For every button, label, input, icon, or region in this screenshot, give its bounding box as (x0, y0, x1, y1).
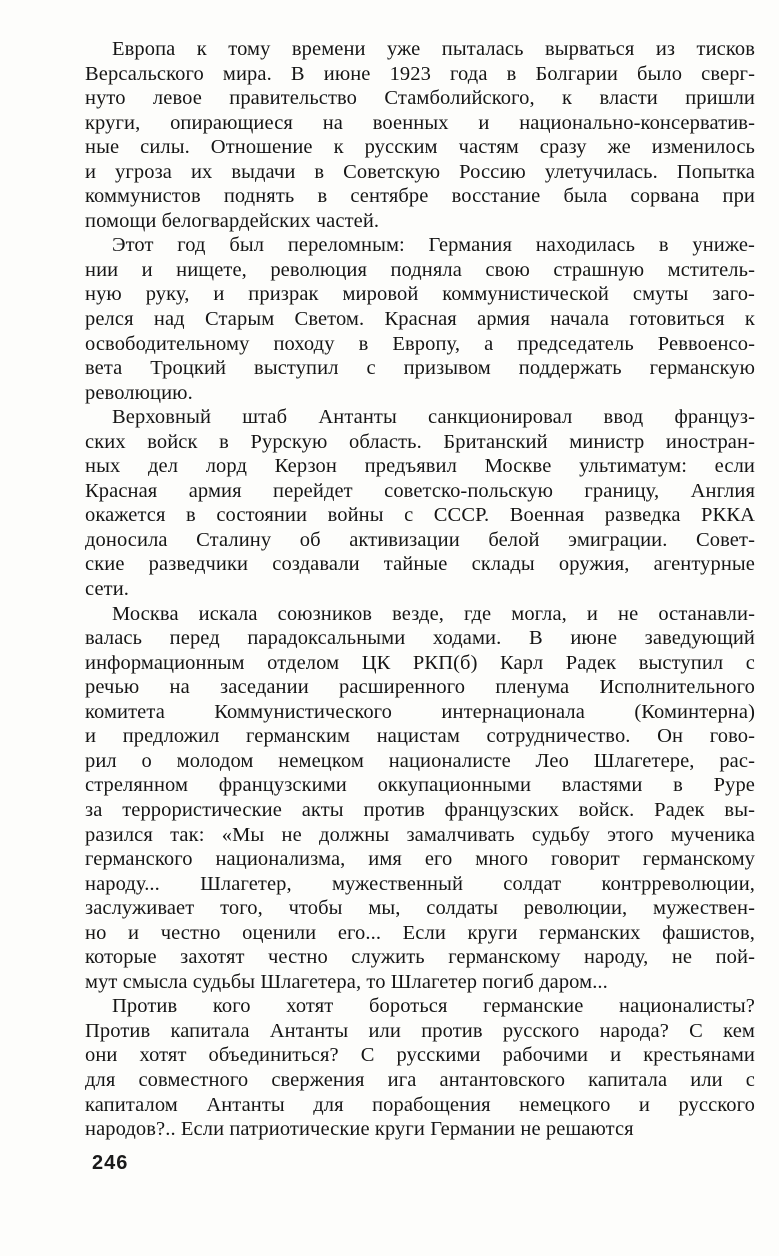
text-line: они хотят объединиться? С русскими рабочими и крестьянами (85, 1044, 755, 1067)
text-line: германского национализма, имя его много говорит германскому (85, 848, 755, 871)
text-line: ные силы. Отношение к русским частям сразу же изменилось (85, 136, 755, 159)
text-line: окажется в состоянии войны с СССР. Военная разведка РККА (85, 504, 755, 527)
paragraph (85, 994, 755, 1141)
text-line: ских войск в Рурскую область. Британский министр иностран- (85, 430, 755, 453)
text-line: народу... Шлагетер, мужественный солдат контрреволюции, (85, 872, 755, 895)
text-line: мут смысла судьбы Шлагетера, то Шлагетер погиб даром... (85, 970, 608, 993)
paragraph (85, 37, 755, 233)
text-line: Против капитала Антанты или против русского народа? С кем (85, 1019, 755, 1042)
text-line: Москва искала союзников везде, где могла, и не останавли- (112, 602, 755, 625)
page-number: 246 (92, 1152, 129, 1174)
text-line: Против кого хотят бороться германские националисты? (112, 995, 755, 1018)
text-line: Этот год был переломным: Германия находилась в униже- (112, 234, 755, 257)
text-line: разился так: «Мы не должны замалчивать судьбу этого мученика (85, 823, 755, 846)
text-line: и угроза их выдачи в Советскую Россию улетучилась. Попытка (85, 160, 755, 183)
text-line: ных дел лорд Керзон предъявил Москве ультиматум: если (85, 455, 755, 478)
text-line: речью на заседании расширенного пленума Исполнительного (85, 676, 755, 699)
text-line: капиталом Антанты для порабощения немецкого и русского (85, 1093, 755, 1116)
text-line: помощи белогвардейских частей. (85, 209, 380, 232)
paragraph (85, 602, 755, 995)
text-line: но и честно оценили его... Если круги германских фашистов, (85, 921, 755, 944)
text-block (85, 37, 755, 1142)
text-line: и предложил германским нацистам сотрудничество. Он гово- (85, 725, 755, 748)
text-line: круги, опирающиеся на военных и национально-консерватив- (85, 111, 755, 134)
text-line: коммунистов поднять в сентябре восстание была сорвана при (85, 185, 755, 208)
text-line: валась перед парадоксальными ходами. В июне заведующий (85, 627, 755, 650)
text-line: Красная армия перейдет советско-польскую границу, Англия (85, 479, 755, 502)
text-line: Версальского мира. В июне 1923 года в Болгарии было сверг- (85, 62, 755, 85)
text-line: за террористические акты против французских войск. Радек вы- (85, 798, 755, 821)
text-line: заслуживает того, чтобы мы, солдаты революции, мужествен- (85, 897, 755, 920)
text-line: сети. (85, 578, 130, 601)
text-line: для совместного свержения ига антантовского капитала или с (85, 1068, 755, 1091)
text-line: Верховный штаб Антанты санкционировал ввод француз- (112, 406, 755, 429)
text-line: ские разведчики создавали тайные склады оружия, агентурные (85, 553, 755, 576)
text-line: рил о молодом немецком националисте Лео Шлагетере, рас- (85, 749, 755, 772)
paragraph (85, 405, 755, 601)
text-line: информационным отделом ЦК РКП(б) Карл Радек выступил с (85, 651, 755, 674)
paragraph (85, 233, 755, 405)
text-line: вета Троцкий выступил с призывом поддержать германскую (85, 357, 755, 380)
text-line: доносила Сталину об активизации белой эмиграции. Совет- (85, 528, 755, 551)
text-line: народов?.. Если патриотические круги Германии не решаются (85, 1118, 634, 1141)
text-line: нуто левое правительство Стамболийского, к власти пришли (85, 87, 755, 110)
text-line: комитета Коммунистического интернационала (Коминтерна) (85, 700, 755, 723)
text-line: нии и нищете, революция подняла свою страшную мститель- (85, 258, 755, 281)
text-line: стрелянном французскими оккупационными властями в Руре (85, 774, 755, 797)
text-line: Европа к тому времени уже пыталась вырваться из тисков (112, 38, 755, 60)
text-line: релся над Старым Светом. Красная армия начала готовиться к (85, 308, 755, 331)
text-line: революцию. (85, 381, 193, 404)
text-line: которые захотят честно служить германскому народу, не пой- (85, 946, 755, 969)
text-line: освободительному походу в Европу, а председатель Реввоенсо- (85, 332, 755, 355)
text-line: ную руку, и призрак мировой коммунистической смуты заго- (85, 283, 755, 306)
